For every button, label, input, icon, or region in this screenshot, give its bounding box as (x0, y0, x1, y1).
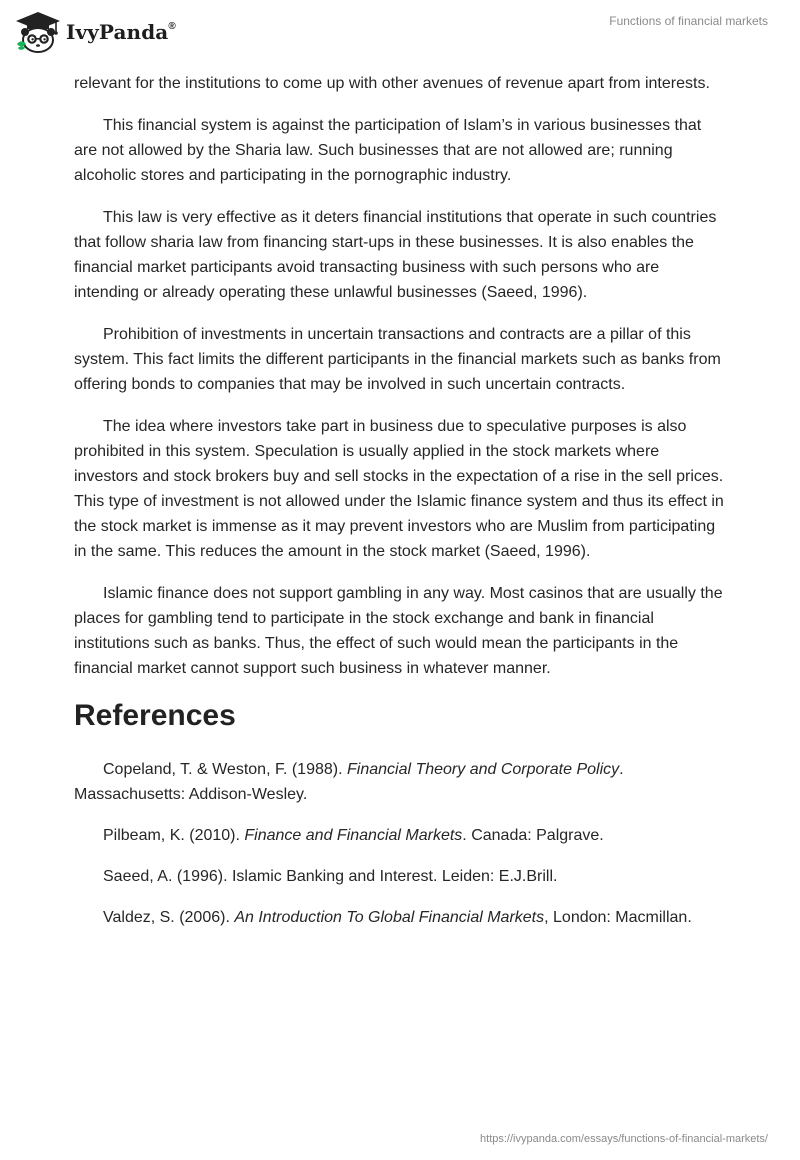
ivypanda-logo[interactable] (14, 10, 176, 54)
reference-item: Pilbeam, K. (2010). Finance and Financial Markets. Canada: Palgrave. (103, 827, 604, 844)
page-header (0, 0, 800, 66)
paragraph-continuation: relevant for the institutions to come up with other avenues of revenue apart from interests. (74, 75, 710, 92)
paragraph: Islamic finance does not support gambling in any way. Most casinos that are usually the places for gambling tend to participate in the stock exchange and bank in financial institutions such as banks. Thus, the effect of such would mean the participants in the financial market cannot support such business in whatever manner. (74, 585, 723, 677)
panda-graduate-icon (14, 10, 62, 54)
essay-content (74, 71, 726, 946)
brand-name: IvyPanda® (66, 20, 176, 44)
registered-mark: ® (168, 21, 176, 33)
paragraph: The idea where investors take part in business due to speculative purposes is also prohibited in this system. Speculation is usually applied in the stock markets where investors and stock brokers buy and sell stocks in the expectation of a rise in the sell prices. This type of investment is not allowed under the Islamic finance system and thus its effect in the stock market is immense as it may prevent investors who are Muslim from participating in the same. This reduces the amount in the stock market (Saeed, 1996). (74, 418, 724, 560)
paragraph: This law is very effective as it deters financial institutions that operate in such countries that follow sharia law from financing start-ups in these businesses. It is also enables the financial market participants avoid transacting business with such persons who are intending or already operating these unlawful businesses (Saeed, 1996). (74, 209, 717, 301)
references-heading: References (74, 699, 236, 732)
paragraph: Prohibition of investments in uncertain transactions and contracts are a pillar of this system. This fact limits the different participants in the financial markets such as banks from offering bonds to companies that may be involved in such uncertain contracts. (74, 326, 721, 393)
reference-item: Copeland, T. & Weston, F. (1988). Financial Theory and Corporate Policy. Massachusetts: Addison-Wesley. (74, 761, 624, 803)
reference-item: Valdez, S. (2006). An Introduction To Global Financial Markets, London: Macmillan. (103, 909, 692, 926)
source-url[interactable]: https://ivypanda.com/essays/functions-of-financial-markets/ (480, 1133, 768, 1145)
paragraph: This financial system is against the participation of Islam’s in various businesses that are not allowed by the Sharia law. Such businesses that are not allowed are; running alcoholic stores and participating in the pornographic industry. (74, 117, 702, 184)
references-list (74, 757, 726, 930)
reference-item: Saeed, A. (1996). Islamic Banking and Interest. Leiden: E.J.Brill. (103, 868, 558, 885)
document-title: Functions of financial markets (609, 14, 768, 28)
